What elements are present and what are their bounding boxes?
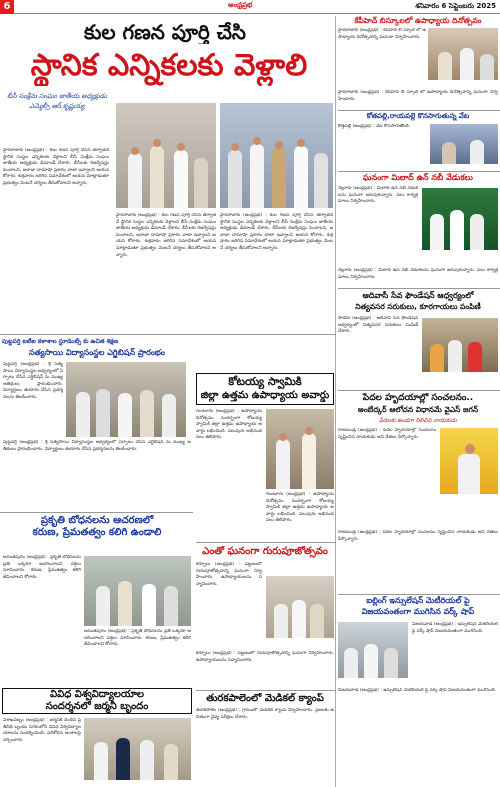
r4-headline-1: ఆదివాసీ సేవ ఫౌండేషన్ ఆధ్వర్యంలో [362, 291, 474, 300]
divider [338, 171, 500, 172]
r5-headline-2: అంబేద్కర్ ఆలోచన విధానమే వైఎస్ జగన్ [357, 405, 479, 414]
divider [338, 288, 500, 289]
story2-body-a: పుట్టపర్తి (ఆంధ్రప్రభ) : శ్రీ సత్యసాయి విద్యాసంస్థల ఆధ్వర్యంలో ఏర్పాటు చేసిన ఎగ్జిబిషన్ ను ముఖ్య అతిథులు ప్రారంభించారు. విద్యార్థులు తయారు చేసిన ప్రదర్శనలను తిలకించారు. [3, 362, 63, 400]
r5-body-b: రాజమండ్రి (ఆంధ్రప్రభ) : పేదల హృదయాల్లో సంచలనం సృష్టించిన నాయకుడు అని నేతలు పేర్కొన్నారు. [338, 530, 498, 542]
story7-body: తురకపాలెం (ఆంధ్రప్రభ) : గ్రామంలో మెడికల్ క్యాంప్ నిర్వహించారు. ప్రజలకు ఉచితంగా వైద్య పరీక్షలు చేశారు. [196, 708, 334, 720]
divider [196, 542, 336, 543]
divider [196, 690, 336, 691]
r5-headline-1: పేదల హృదయాల్లో సంచలనం.. [362, 393, 474, 403]
r6-headline-1: ఐల్లింగ్ ఇన్సులేషన్ మెటీరియల్ పై [366, 596, 470, 605]
lead-body-text: హైదరాబాద్ (ఆంధ్రప్రభ) : కుల గణన పూర్తి చేసిన తర్వాతనే స్థానిక సంస్థల ఎన్నికలకు వెళ్లాలని బీసీ సంక్షేమ సంఘం జాతీయ అధ్యక్షుడు డిమాండ్ చేశారు. బీసీలకు రిజర్వేషన్లు పెంచాలని, జనాభా దామాషా ప్రకారం వాటా ఇవ్వాలని ఆయన కోరారు. శుక్రవారం జరిగిన సమావేశంలో ఆయన మాట్లాడుతూ ప్రభుత్వం వెంటనే చర్యలు తీసుకోవాలని అన్నారు. [3, 148, 109, 186]
story6-photo [266, 576, 334, 638]
r3-headline: ఘనంగా మిలాద్ ఉన్ నబీ వేడుకలు [363, 173, 473, 182]
r4-body: పాడేరు (ఆంధ్రప్రభ) : ఆదివాసీ సేవ ఫౌండేషన్ ఆధ్వర్యంలో నిత్యవసర సరుకులు పంపిణీ చేశారు. [338, 316, 418, 335]
story2-kicker: పుట్టపర్తి ఐటీఐ కళాశాల స్టూడెంట్స్ కు ఉచిత శిక్షణ [2, 338, 119, 345]
r1-body-b: హైదరాబాద్ (ఆంధ్రప్రభ) : కేపీహెచ్ బి స్కూల్ లో ఉపాధ్యాయ దినోత్సవాన్ని ఘనంగా నిర్వహించారు. [338, 90, 498, 102]
main-column [0, 16, 336, 787]
story4-body-a: విశాఖపట్నం (ఆంధ్రప్రభ) : జర్మనీకి చెందిన ప్రతినిధి బృందం నగరంలోని వివిధ విశ్వవిద్యాలయాలను సందర్శించింది. పరిశోధన అంశాలపై చర్చించారు. [3, 718, 81, 743]
story5-headline-1: కోటయ్య స్వామికి [228, 375, 302, 388]
story2-body-b: పుట్టపర్తి (ఆంధ్రప్రభ) : శ్రీ సత్యసాయి విద్యాసంస్థల ఆధ్వర్యంలో ఏర్పాటు చేసిన ఎగ్జిబిషన్ ను ముఖ్య అతిథులు ప్రారంభించారు. విద్యార్థులు తయారు చేసిన ప్రదర్శనలను తిలకించారు. [3, 440, 191, 452]
divider [338, 110, 500, 111]
story4-photo [84, 718, 191, 780]
lead-headline-line2: స్థానిక ఎన్నికలకు వెళ్లాలి [30, 48, 308, 83]
page-header [0, 0, 500, 14]
lead-headline-line1: కుల గణన పూర్తి చేసి [84, 20, 246, 44]
newspaper-brand: ఆంధ్రప్రభ [228, 1, 253, 9]
right-column [338, 16, 500, 787]
story7-headline: తురకపాలెంలో మెడికల్ క్యాంప్ [206, 693, 324, 704]
r6-body-b: విజయవాడ (ఆంధ్రప్రభ) : ఇన్సులేషన్ మెటీరియల్ పై వర్క్ షాప్ విజయవంతంగా ముగిసింది. [338, 688, 497, 693]
story5-photo [266, 409, 334, 489]
r6-photo [338, 622, 408, 678]
r1-body: హైదరాబాద్ (ఆంధ్రప్రభ) : కేపీహెచ్ బి స్కూల్ లో ఉపాధ్యాయ దినోత్సవాన్ని ఘనంగా నిర్వహించారు. [338, 28, 426, 40]
lead-photo-2 [220, 103, 333, 208]
story6-body-a: కర్నూలు (ఆంధ్రప్రభ) : పట్టణంలో గురుపూజోత్సవాన్ని ఘనంగా నిర్వహించారు. ఉపాధ్యాయులను సన్మానించారు. [196, 562, 262, 587]
story3-headline-1: ప్రకృతి బోధనలను ఆచరణలో [40, 515, 154, 526]
story3-photo [84, 556, 191, 626]
r1-photo [428, 28, 498, 80]
r1-headline: కేపీహెచ్ బిస్కూలలో ఉపాధ్యాయ దినోత్సవం [354, 16, 482, 25]
story3-body-a: అనంతపురం (ఆంధ్రప్రభ) : ప్రకృతి బోధనలను ప్రతి ఒక్కరూ ఆచరించాలని వక్తలు సూచించారు. కరుణ, ప్రేమతత్వం కలిగి జీవించాలని కోరారు. [3, 555, 81, 580]
r5-photo [440, 428, 498, 494]
lead-photo-1 [116, 103, 216, 208]
story5-headline-2: జిల్లా ఉత్తమ ఉపాధ్యాయ అవార్డు [200, 390, 330, 401]
story4-headline-2: సందర్శనలో జర్మనీ బృందం [45, 701, 149, 712]
r4-headline-2: నిత్యవసర సరుకులు, కూరగాయలు పంపిణీ [355, 302, 481, 311]
divider [0, 512, 193, 513]
lead-subheading-2: ఎమ్మెల్సీ ఆర్.కృష్ణయ్య [29, 102, 85, 110]
r5-subheading: పేదలకు అండగా నిలిచిన నాయకుడు [379, 418, 457, 424]
story2-headline: సత్యసాయి విద్యాసంస్థల ఎగ్జిబిషన్ ప్రారంభం [29, 348, 165, 357]
divider [338, 390, 500, 391]
r5-body: రాజమండ్రి (ఆంధ్రప్రభ) : పేదల హృదయాల్లో సంచలనం సృష్టించిన నాయకుడు అని నేతలు పేర్కొన్నారు. [338, 428, 436, 440]
story4-headline-1: వివిధ విశ్వవిద్యాలయాల [49, 689, 145, 700]
lead-subheading-1: బీసీ సంక్షేమ సంఘం జాతీయ అధ్యక్షుడు [7, 92, 107, 100]
story3-body-b: అనంతపురం (ఆంధ్రప్రభ) : ప్రకృతి బోధనలను ప్రతి ఒక్కరూ ఆచరించాలని వక్తలు సూచించారు. కరుణ, ప్రేమతత్వం కలిగి జీవించాలని కోరారు. [84, 629, 191, 648]
divider [0, 334, 336, 335]
lead-body-col2: హైదరాబాద్ (ఆంధ్రప్రభ) : కుల గణన పూర్తి చేసిన తర్వాతనే స్థానిక సంస్థల ఎన్నికలకు వెళ్లాలని బీసీ సంక్షేమ సంఘం జాతీయ అధ్యక్షుడు డిమాండ్ చేశారు. బీసీలకు రిజర్వేషన్లు పెంచాలని, జనాభా దామాషా ప్రకారం వాటా ఇవ్వాలని ఆయన కోరారు. శుక్రవారం జరిగిన సమావేశంలో ఆయన మాట్లాడుతూ ప్రభుత్వం వెంటనే చర్యలు తీసుకోవాలని అన్నారు. [116, 213, 216, 258]
r4-photo [422, 318, 498, 372]
r2-body: కొత్తపల్లి (ఆంధ్రప్రభ) : వేట కొనసాగుతోంది. [338, 124, 411, 129]
story5-body-b: గుంటూరు (ఆంధ్రప్రభ) : ఉపాధ్యాయ దినోత్సవం సందర్భంగా కోటయ్య స్వామికి జిల్లా ఉత్తమ ఉపాధ్యాయ అవార్డు లభించింది. పలువురు అభినందనలు తెలిపారు. [266, 492, 334, 524]
r3-body: నెల్లూరు (ఆంధ్రప్రభ) : మిలాద్ ఉన్ నబీ వేడుకలను ఘనంగా జరుపుకున్నారు. పలు కార్యక్రమాలు నిర్వహించారు. [338, 186, 418, 205]
story5-body-a: గుంటూరు (ఆంధ్రప్రభ) : ఉపాధ్యాయ దినోత్సవం సందర్భంగా కోటయ్య స్వామికి జిల్లా ఉత్తమ ఉపాధ్యాయ అవార్డు లభించింది. పలువురు అభినందనలు తెలిపారు. [196, 409, 262, 441]
r2-photo [430, 124, 498, 164]
r3-body-b: నెల్లూరు (ఆంధ్రప్రభ) : మిలాద్ ఉన్ నబీ వేడుకలను ఘనంగా జరుపుకున్నారు. పలు కార్యక్రమాలు నిర్వహించారు. [338, 268, 498, 280]
r2-headline: కోతపల్లి,రాయపల్లె కొనసాగుతున్న వేట [366, 112, 470, 120]
r3-photo [422, 188, 498, 250]
story6-body-b: కర్నూలు (ఆంధ్రప్రభ) : పట్టణంలో గురుపూజోత్సవాన్ని ఘనంగా నిర్వహించారు. ఉపాధ్యాయులను సన్మానించారు. [196, 651, 334, 663]
page-number: 6 [0, 0, 14, 14]
story3-headline-2: కరుణ, ప్రేమతత్వం కలిగి ఉండాలి [32, 527, 162, 538]
r6-body: విజయవాడ (ఆంధ్రప్రభ) : ఇన్సులేషన్ మెటీరియల్ పై వర్క్ షాప్ విజయవంతంగా ముగిసింది. [412, 622, 498, 634]
page-date: శనివారం 6 సెప్టెంబరు 2025 [415, 2, 496, 10]
r6-headline-2: విజయవంతంగా ముగిసిన వర్క్ షాప్ [361, 607, 475, 616]
lead-body-col3: హైదరాబాద్ (ఆంధ్రప్రభ) : కుల గణన పూర్తి చేసిన తర్వాతనే స్థానిక సంస్థల ఎన్నికలకు వెళ్లాలని బీసీ సంక్షేమ సంఘం జాతీయ అధ్యక్షుడు డిమాండ్ చేశారు. బీసీలకు రిజర్వేషన్లు పెంచాలని, జనాభా దామాషా ప్రకారం వాటా ఇవ్వాలని ఆయన కోరారు. శుక్రవారం జరిగిన సమావేశంలో ఆయన మాట్లాడుతూ ప్రభుత్వం వెంటనే చర్యలు తీసుకోవాలని అన్నారు. [220, 213, 333, 251]
story2-photo [66, 362, 186, 437]
divider [338, 594, 500, 595]
story6-headline: ఎంతో ఘనంగా గురుపూజోత్సవం [202, 546, 328, 557]
